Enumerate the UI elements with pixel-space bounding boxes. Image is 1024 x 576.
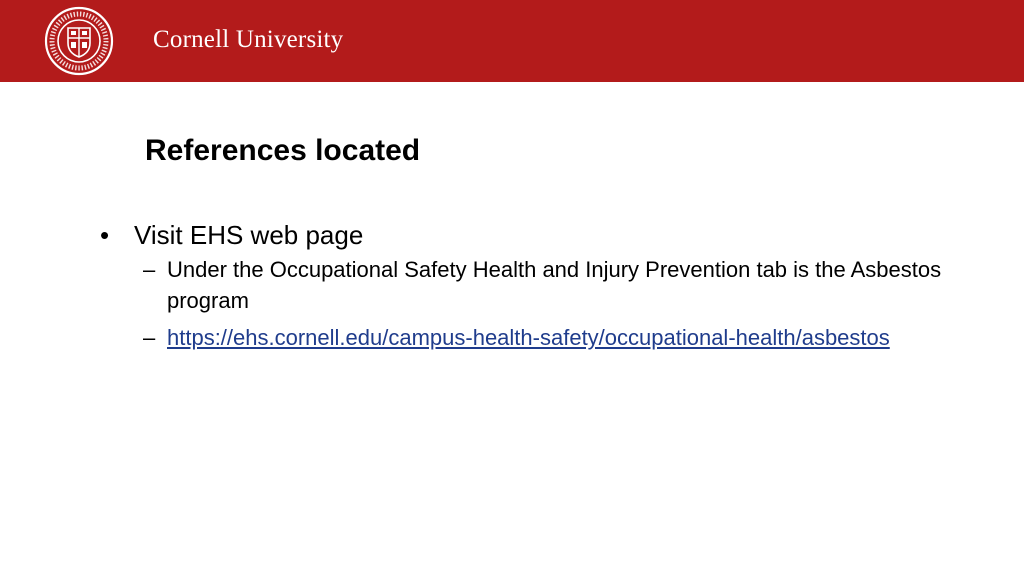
bullet-text: Visit EHS web page	[134, 220, 364, 250]
asbestos-program-link[interactable]: https://ehs.cornell.edu/campus-health-safety/occupational-health/asbestos	[167, 325, 890, 350]
university-wordmark: Cornell University	[153, 26, 344, 53]
slide-title: References located	[145, 134, 421, 167]
bullet-item	[100, 219, 1000, 251]
dash-marker: –	[143, 257, 156, 282]
sub-bullet-text: Under the Occupational Safety Health and Injury Prevention tab is the Asbestos program	[167, 257, 942, 313]
header-bar	[0, 0, 1024, 82]
dash-marker: –	[143, 325, 156, 350]
cornell-seal-icon	[44, 6, 114, 76]
bullet-list	[100, 219, 1000, 353]
sub-bullet-item	[143, 322, 967, 353]
bullet-marker: •	[100, 220, 110, 250]
sub-bullet-item	[143, 254, 967, 316]
